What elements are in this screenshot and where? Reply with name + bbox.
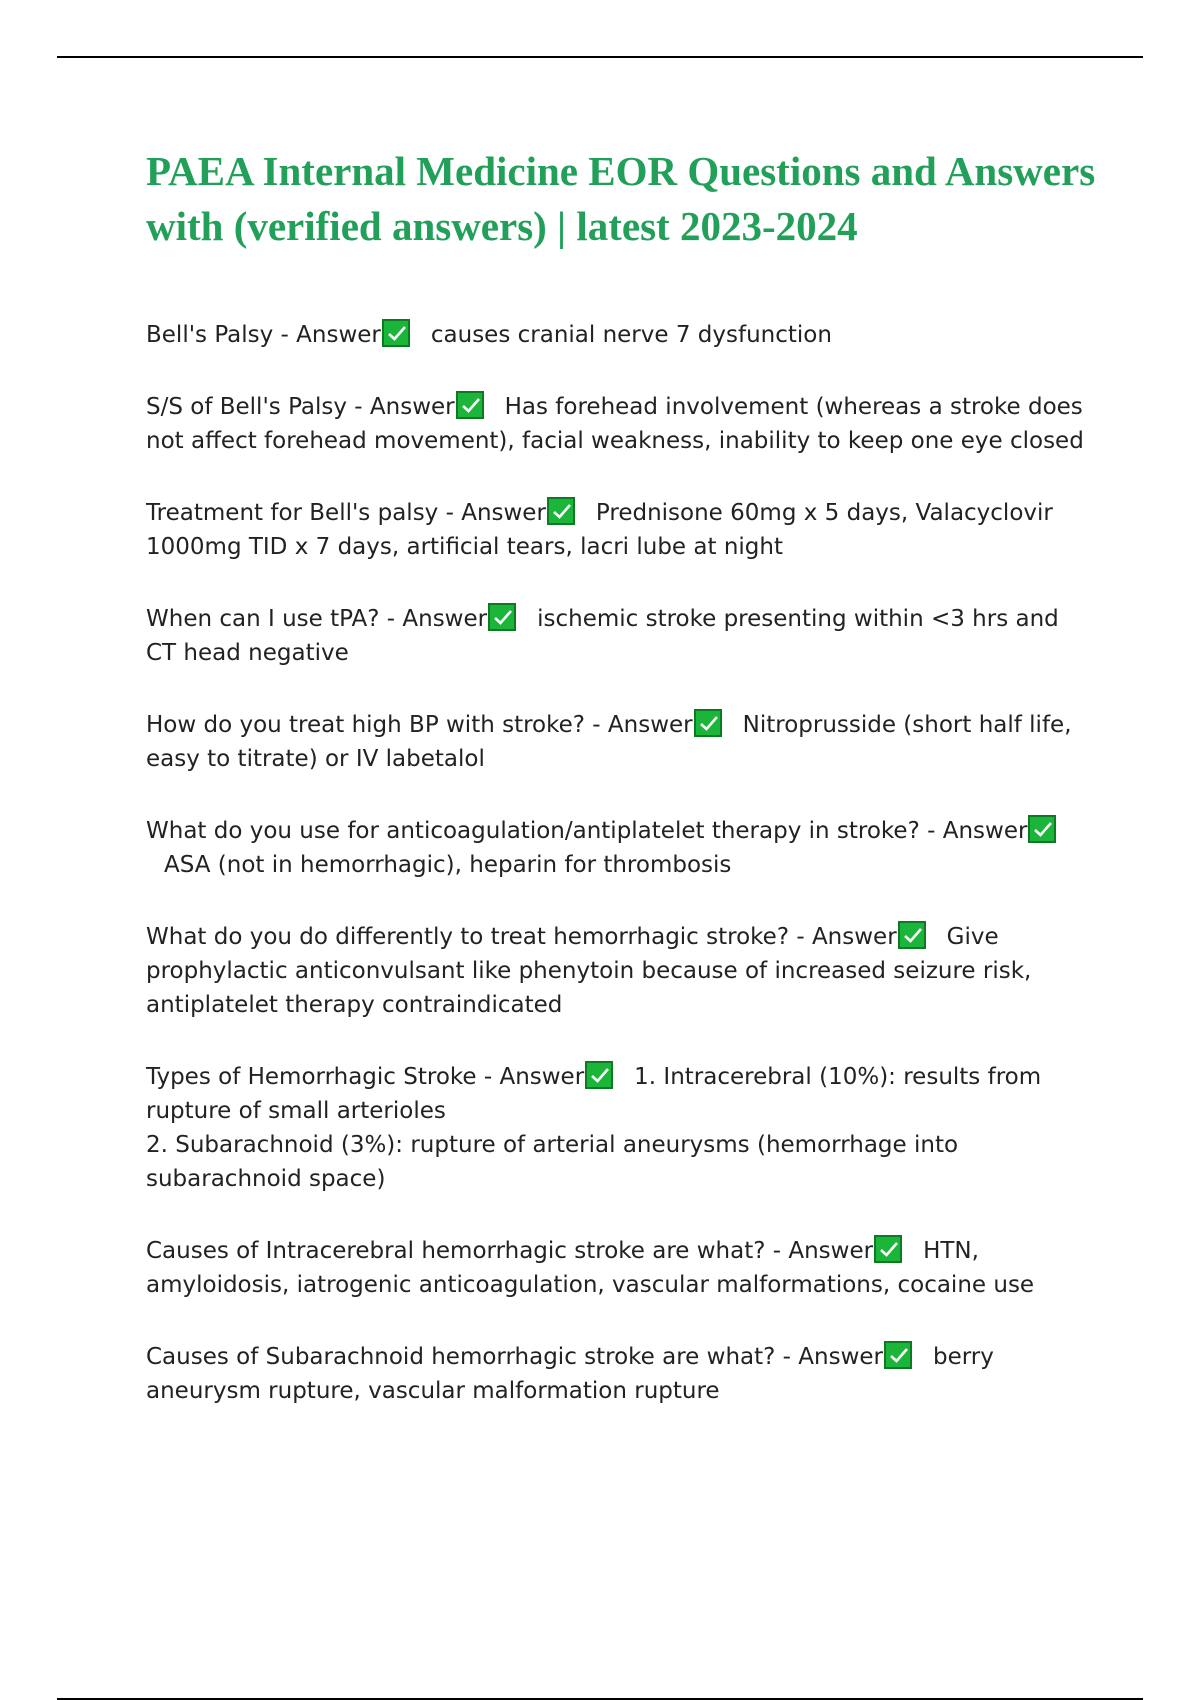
qa-item [146,390,1096,458]
document-body [146,144,1096,1446]
question: S/S of Bell's Palsy - Answer [146,394,455,420]
top-rule [57,56,1143,58]
question: When can I use tPA? - Answer [146,606,488,632]
answer: ischemic stroke presenting within <3 hrs and CT head negative [146,606,1059,666]
question: Bell's Palsy - Answer [146,322,381,348]
answer: ASA (not in hemorrhagic), heparin for thrombosis [164,852,732,878]
qa-item [146,1234,1096,1302]
answer-continued: 2. Subarachnoid (3%): rupture of arterial aneurysms (hemorrhage into subarachnoid space) [146,1132,959,1192]
answer: Give prophylactic anticonvulsant like phenytoin because of increased seizure risk, antiplatelet therapy contraindicated [146,924,1032,1018]
checkmark-icon [884,1341,912,1369]
qa-item [146,708,1096,776]
answer: Has forehead involvement (whereas a stroke does not affect forehead movement), facial weakness, inability to keep one eye closed [146,394,1084,454]
document-title: PAEA Internal Medicine EOR Questions and Answers with (verified answers) | latest 2023-2024 [146,148,1096,249]
question: What do you do differently to treat hemorrhagic stroke? - Answer [146,924,897,950]
qa-item [146,920,1096,1022]
question: What do you use for anticoagulation/antiplatelet therapy in stroke? - Answer [146,818,1028,844]
qa-item [146,1340,1096,1408]
checkmark-icon [456,391,484,419]
question: Types of Hemorrhagic Stroke - Answer [146,1064,585,1090]
checkmark-icon [1028,815,1056,843]
checkmark-icon [585,1061,613,1089]
answer: 1. Intracerebral (10%): results from rupture of small arterioles [146,1064,1042,1124]
answer: HTN, amyloidosis, iatrogenic anticoagulation, vascular malformations, cocaine use [146,1238,1035,1298]
answer: Prednisone 60mg x 5 days, Valacyclovir 1000mg TID x 7 days, artificial tears, lacri lube at night [146,500,1053,560]
answer: causes cranial nerve 7 dysfunction [430,322,832,348]
qa-item [146,602,1096,670]
question: Causes of Intracerebral hemorrhagic stroke are what? - Answer [146,1238,874,1264]
answer: berry aneurysm rupture, vascular malformation rupture [146,1344,994,1404]
question: Treatment for Bell's palsy - Answer [146,500,546,526]
question: How do you treat high BP with stroke? - Answer [146,712,693,738]
qa-item [146,318,1096,352]
answer: Nitroprusside (short half life, easy to titrate) or IV labetalol [146,712,1072,772]
checkmark-icon [488,603,516,631]
checkmark-icon [382,319,410,347]
checkmark-icon [874,1235,902,1263]
qa-item [146,496,1096,564]
checkmark-icon [694,709,722,737]
checkmark-icon [547,497,575,525]
qa-item [146,1060,1096,1196]
question: Causes of Subarachnoid hemorrhagic stroke are what? - Answer [146,1344,883,1370]
checkmark-icon [898,921,926,949]
qa-item [146,814,1096,882]
